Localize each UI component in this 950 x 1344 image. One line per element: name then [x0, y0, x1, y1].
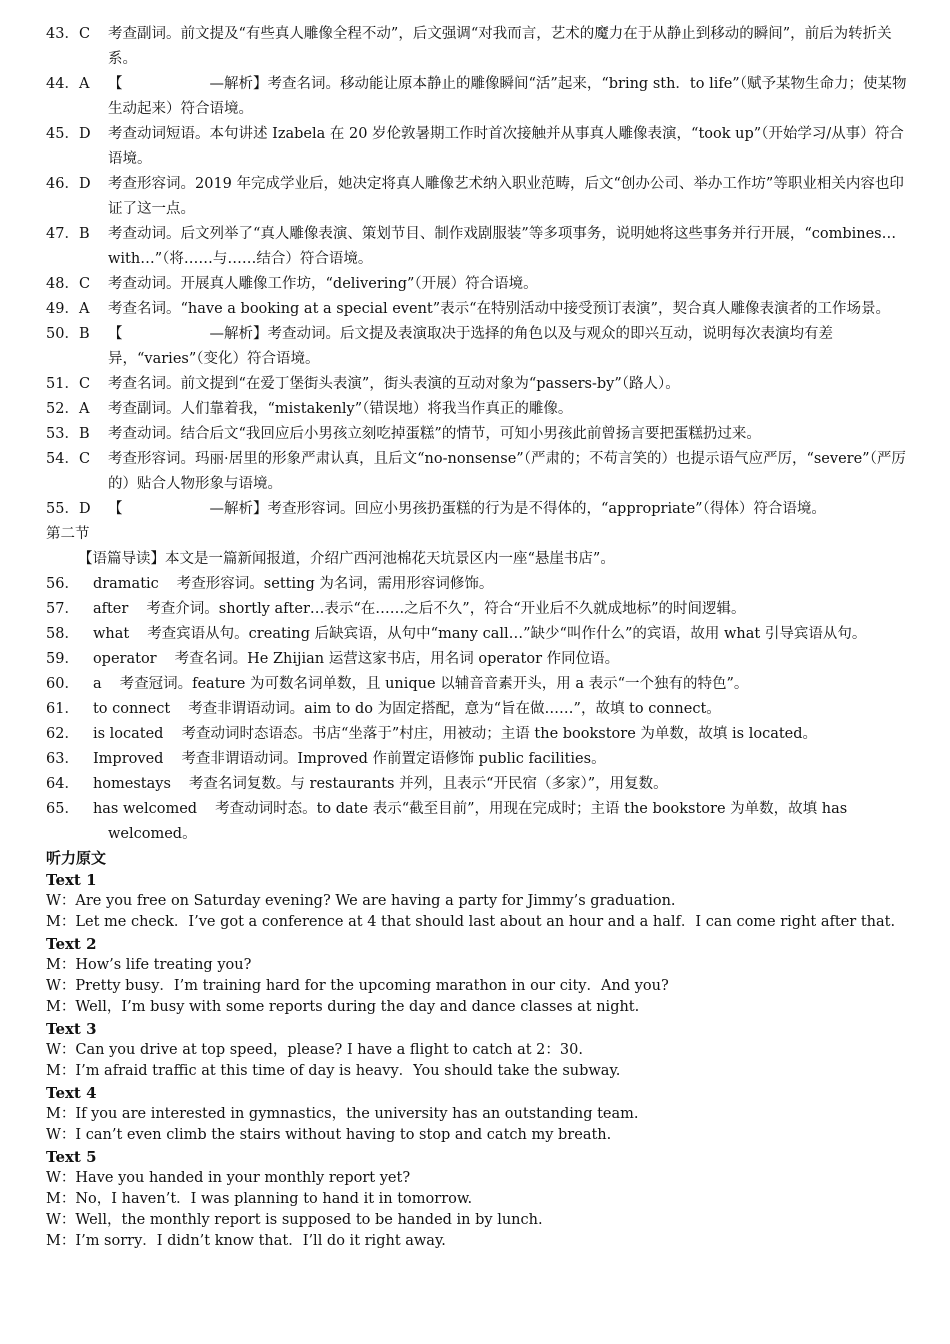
answer-explanation: 考查名词。He Zhijian 运营这家书店，用名词 operator 作同位语。 — [174, 651, 620, 667]
speaker-label: W： — [46, 893, 76, 909]
passage-guide: 【语篇导读】本文是一篇新闻报道，介绍广西河池棉花天坑景区内一座“悬崖书店”。 — [78, 551, 615, 567]
transcript-title: Text 3 — [46, 1020, 97, 1038]
answer-item — [46, 397, 918, 422]
dialog-line — [46, 1231, 918, 1252]
answer-explanation: 考查动词。开展真人雕像工作坊，“delivering”（开展）符合语境。 — [108, 276, 538, 292]
answer-word: Improved — [92, 751, 164, 767]
section-heading: 第二节 — [46, 526, 90, 542]
dialog-text: Let me check．I’ve got a conference at 4 that should last about an hour and a half．I can come right after that. — [75, 914, 896, 930]
answer-explanation: 考查动词时态语态。书店“坐落于”村庄，用被动；主语 the bookstore 为单数，故填 is located。 — [181, 726, 818, 742]
answer-word: dramatic — [92, 576, 159, 592]
answer-number: 57． — [46, 601, 79, 617]
answer-explanation: 【 —解析】考查形容词。回应小男孩扔蛋糕的行为是不得体的，“appropriate”（得体）符合语境。 — [108, 501, 826, 517]
answer-item — [46, 372, 918, 397]
dialog-text: Have you handed in your monthly report yet? — [75, 1170, 411, 1186]
answer-item — [46, 22, 918, 72]
answer-explanation: 考查副词。前文提及“有些真人雕像全程不动”，后文强调“对我而言，艺术的魔力在于从静止到移动的瞬间”，前后为转折关系。 — [108, 26, 892, 67]
answer-number: 62． — [46, 726, 79, 742]
dialog-text: I’m afraid traffic at this time of day is heavy．You should take the subway. — [75, 1063, 621, 1079]
speaker-label: M： — [46, 999, 76, 1015]
speaker-label: M： — [46, 914, 76, 930]
answer-word: what — [92, 626, 130, 642]
answer-number: 55．D — [46, 501, 91, 517]
answer-number: 45．D — [46, 126, 91, 142]
listening-transcripts — [46, 869, 918, 1252]
answer-number: 51．C — [46, 376, 91, 392]
dialog-line — [46, 1104, 918, 1125]
dialog-text: No，I haven’t．I was planning to hand it in tomorrow. — [75, 1191, 473, 1207]
dialog-text: Pretty busy．I’m training hard for the upcoming marathon in our city．And you? — [75, 978, 669, 994]
answer-explanation: 考查介词。shortly after…表示“在……之后不久”，符合“开业后不久就成地标”的时间逻辑。 — [146, 601, 746, 617]
dialog-text: I can’t even climb the stairs without having to stop and catch my breath. — [75, 1127, 612, 1143]
dialog-text: How’s life treating you? — [75, 957, 252, 973]
answer-number: 46．D — [46, 176, 91, 192]
answer-number: 49．A — [46, 301, 90, 317]
transcript-title: Text 2 — [46, 935, 97, 953]
answer-number: 47．B — [46, 226, 90, 242]
speaker-label: W： — [46, 1212, 76, 1228]
dialog-line — [46, 1125, 918, 1146]
answer-item — [46, 722, 918, 747]
answer-explanation: 考查名词。“have a booking at a special event”表示“在特别活动中接受预订表演”，契合真人雕像表演者的工作场景。 — [108, 301, 890, 317]
speaker-label: M： — [46, 957, 76, 973]
answer-item — [46, 447, 918, 497]
answer-number: 52．A — [46, 401, 90, 417]
transcript-title: Text 5 — [46, 1148, 97, 1166]
answer-word: a — [92, 676, 102, 692]
speaker-label: M： — [46, 1233, 76, 1249]
dialog-line — [46, 976, 918, 997]
dialog-line — [46, 912, 918, 933]
answer-explanation: 考查冠词。feature 为可数名词单数，且 unique 以辅音音素开头，用 a 表示“一个独有的特色”。 — [119, 676, 749, 692]
answer-item — [46, 747, 918, 772]
answer-number: 43．C — [46, 26, 91, 42]
answer-explanation: 考查副词。人们靠着我，“mistakenly”（错误地）将我当作真正的雕像。 — [108, 401, 573, 417]
dialog-text: Are you free on Saturday evening? We are having a party for Jimmy’s graduation. — [75, 893, 676, 909]
dialog-line — [46, 1189, 918, 1210]
listening-heading: 听力原文 — [46, 849, 107, 867]
transcript-title: Text 1 — [46, 871, 97, 889]
answer-number: 53．B — [46, 426, 90, 442]
answer-word: has welcomed — [92, 801, 198, 817]
answer-explanation: 【 —解析】考查动词。后文提及表演取决于选择的角色以及与观众的即兴互动，说明每次表演均有差异，“varies”（变化）符合语境。 — [108, 326, 833, 367]
answer-word: to connect — [92, 701, 171, 717]
dialog-text: Well，I’m busy with some reports during the day and dance classes at night. — [75, 999, 640, 1015]
dialog-line — [46, 997, 918, 1018]
answer-explanation: 考查动词短语。本句讲述 Izabela 在 20 岁伦敦暑期工作时首次接触并从事真人雕像表演，“took up”（开始学习/从事）符合语境。 — [108, 126, 904, 167]
answer-item — [46, 497, 918, 522]
answer-explanation: 考查宾语从句。creating 后缺宾语，从句中“many call…”缺少“叫作什么”的宾语，故用 what 引导宾语从句。 — [147, 626, 867, 642]
answer-explanation: 【 —解析】考查名词。移动能让原本静止的雕像瞬间“活”起来，“bring sth．to life”（赋予某物生命力；使某物生动起来）符合语境。 — [108, 76, 907, 117]
dialog-text: Well，the monthly report is supposed to be handed in by lunch. — [75, 1212, 543, 1228]
answer-number: 50．B — [46, 326, 90, 342]
answer-explanation: 考查形容词。setting 为名词，需用形容词修饰。 — [176, 576, 494, 592]
dialog-line — [46, 1210, 918, 1231]
answer-item — [46, 122, 918, 172]
answer-item — [46, 772, 918, 797]
answer-key — [46, 22, 918, 1252]
dialog-text: Can you drive at top speed，please? I have a flight to catch at 2：30. — [75, 1042, 583, 1058]
speaker-label: W： — [46, 1042, 76, 1058]
answer-explanation: 考查非谓语动词。Improved 作前置定语修饰 public facilities。 — [181, 751, 606, 767]
cloze-answers — [46, 22, 918, 522]
answer-explanation: 考查形容词。玛丽·居里的形象严肃认真，且后文“no-nonsense”（严肃的；不苟言笑的）也提示语气应严厉，“severe”（严厉的）贴合人物形象与语境。 — [108, 451, 906, 492]
answer-item — [46, 572, 918, 597]
answer-item — [46, 622, 918, 647]
answer-word: is located — [92, 726, 164, 742]
speaker-label: M： — [46, 1106, 76, 1122]
answer-item — [46, 272, 918, 297]
answer-number: 65． — [46, 801, 79, 817]
answer-number: 58． — [46, 626, 79, 642]
answer-explanation: 考查动词。结合后文“我回应后小男孩立刻吃掉蛋糕”的情节，可知小男孩此前曾扬言要把蛋糕扔过来。 — [108, 426, 761, 442]
answer-item — [46, 222, 918, 272]
answer-number: 44．A — [46, 76, 90, 92]
transcript-title: Text 4 — [46, 1084, 97, 1102]
answer-word: operator — [92, 651, 157, 667]
answer-number: 56． — [46, 576, 79, 592]
answer-explanation: 考查名词复数。与 restaurants 并列，且表示“开民宿（多家）”，用复数。 — [188, 776, 668, 792]
answer-number: 61． — [46, 701, 79, 717]
answer-explanation: 考查名词。前文提到“在爱丁堡街头表演”，街头表演的互动对象为“passers-by”（路人）。 — [108, 376, 680, 392]
speaker-label: M： — [46, 1191, 76, 1207]
answer-number: 59． — [46, 651, 79, 667]
answer-number: 54．C — [46, 451, 91, 467]
dialog-line — [46, 891, 918, 912]
grammar-fill-answers — [46, 572, 918, 847]
answer-explanation: 考查形容词。2019 年完成学业后，她决定将真人雕像艺术纳入职业范畴，后文“创办公司、举办工作坊”等职业相关内容也印证了这一点。 — [108, 176, 904, 217]
speaker-label: W： — [46, 978, 76, 994]
answer-item — [46, 672, 918, 697]
dialog-line — [46, 1040, 918, 1061]
answer-item — [46, 322, 918, 372]
answer-item — [46, 647, 918, 672]
answer-explanation: 考查非谓语动词。aim to do 为固定搭配，意为“旨在做……”，故填 to connect。 — [188, 701, 721, 717]
answer-item — [46, 697, 918, 722]
answer-item — [46, 797, 918, 847]
dialog-line — [46, 1168, 918, 1189]
answer-number: 63． — [46, 751, 79, 767]
answer-item — [46, 172, 918, 222]
dialog-text: If you are interested in gymnastics，the university has an outstanding team. — [75, 1106, 639, 1122]
answer-explanation: 考查动词。后文列举了“真人雕像表演、策划节目、制作戏剧服装”等多项事务，说明她将这些事务并行开展，“combines…with…”（将……与……结合）符合语境。 — [108, 226, 897, 267]
answer-item — [46, 597, 918, 622]
speaker-label: W： — [46, 1170, 76, 1186]
dialog-text: I’m sorry．I didn’t know that．I’ll do it right away. — [75, 1233, 446, 1249]
answer-word: after — [92, 601, 129, 617]
answer-number: 64． — [46, 776, 79, 792]
answer-explanation: 考查动词时态。to date 表示“截至目前”，用现在完成时；主语 the bookstore 为单数，故填 has welcomed。 — [108, 801, 848, 842]
speaker-label: W： — [46, 1127, 76, 1143]
dialog-line — [46, 955, 918, 976]
speaker-label: M： — [46, 1063, 76, 1079]
answer-word: homestays — [92, 776, 171, 792]
answer-item — [46, 297, 918, 322]
answer-number: 60． — [46, 676, 79, 692]
answer-item — [46, 422, 918, 447]
answer-item — [46, 72, 918, 122]
dialog-line — [46, 1061, 918, 1082]
answer-number: 48．C — [46, 276, 91, 292]
